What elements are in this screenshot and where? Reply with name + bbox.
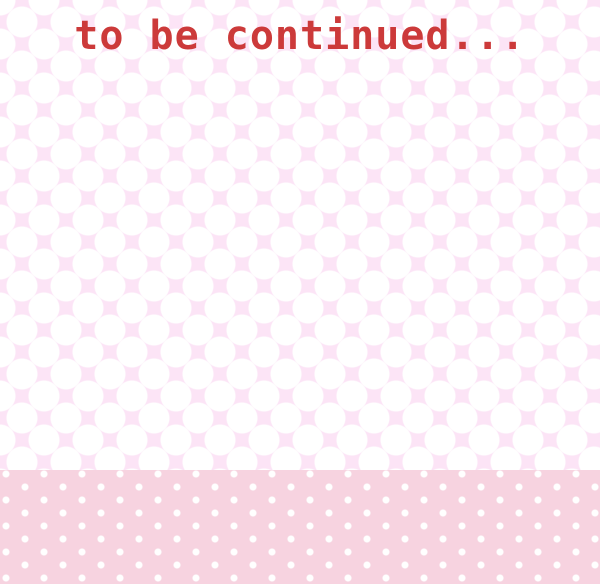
to-be-continued-caption: to be continued... xyxy=(74,13,526,59)
small-dot-floor-strip xyxy=(0,470,600,584)
